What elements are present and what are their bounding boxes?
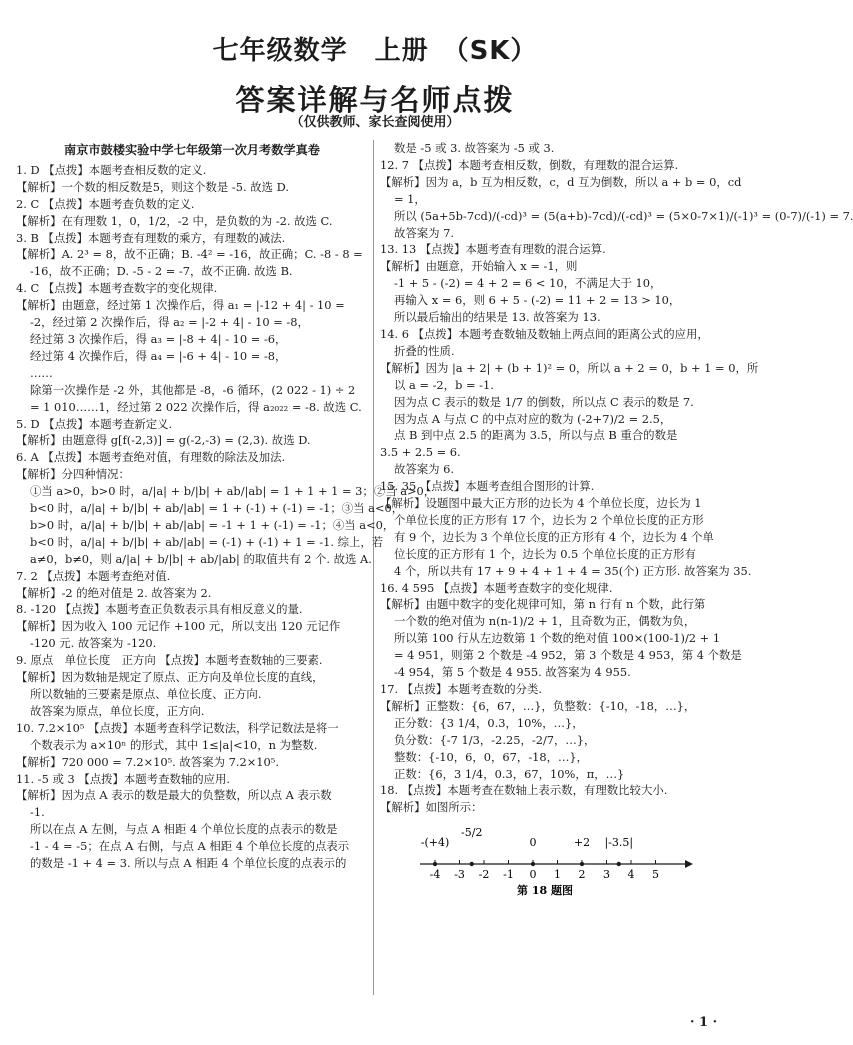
number-line-point-label: -(+4) — [420, 836, 450, 850]
text-line: 1. D 【点拨】本题考查相反数的定义. — [16, 162, 207, 177]
right-column — [380, 140, 853, 898]
text-line: -120 元. 故答案为 -120. — [30, 636, 157, 651]
number-line-figure — [380, 816, 735, 898]
text-line: 所以 (5a+5b-7cd)/(-cd)³ = (5(a+b)-7cd)/(-cd)³ = (5×0-7×1)/(-1)³ = (0-7)/(-1) = 7. — [394, 208, 853, 223]
text-line: = 1， — [394, 191, 426, 206]
text-line: 经过第 4 次操作后，得 a₄ = |-6 + 4| - 10 = -8， — [30, 348, 287, 363]
text-line: 7. 2 【点拨】本题考查绝对值. — [16, 568, 171, 583]
text-line: 【解析】由题意，开始输入 x = -1，则 — [380, 259, 578, 274]
text-line: b>0 时，a/|a| + b/|b| + ab/|ab| = -1 + 1 + (-1) = -1；④当 a<0， — [30, 517, 395, 532]
text-line: 【解析】由题中数字的变化规律可知，第 n 行有 n 个数，此行第 — [380, 597, 706, 612]
text-line: -1 + 5 - (-2) = 4 + 2 = 6 < 10，不满足大于 10， — [394, 276, 662, 291]
text-line: 折叠的性质. — [394, 343, 455, 358]
text-line: 17. 【点拨】本题考查数的分类. — [380, 682, 543, 696]
text-line: 12. 7 【点拨】本题考查相反数，倒数，有理数的混合运算. — [380, 157, 679, 172]
text-line: 【解析】-2 的绝对值是 2. 故答案为 2. — [16, 585, 212, 600]
text-line: 18. 【点拨】本题考查在数轴上表示数，有理数比较大小. — [380, 783, 668, 798]
text-line: 有 9 个，边长为 3 个单位长度的正方形有 4 个，边长为 4 个单 — [394, 529, 714, 544]
text-line: 5. D 【点拨】本题考查新定义. — [16, 416, 173, 431]
number-line-point — [470, 862, 474, 866]
number-line-tick-label: 3 — [603, 868, 610, 882]
text-line: 正分数：{3 1/4，0.3，10%，…}， — [394, 715, 584, 730]
text-line: 所以第 100 行从左边数第 1 个数的绝对值 100×(100-1)/2 + 1 — [394, 631, 721, 646]
text-line: 4 个，所以共有 17 + 9 + 4 + 1 + 4 = 35(个) 正方形. 故答案为 35. — [394, 563, 752, 578]
text-line: 8. -120 【点拨】本题考查正负数表示具有相反意义的量. — [16, 602, 303, 617]
number-line-tick-label: 5 — [652, 868, 659, 882]
text-line: 点 B 到中点 2.5 的距离为 3.5，所以与点 B 重合的数是 — [394, 428, 678, 443]
text-line: 【解析】分四种情况： — [16, 467, 130, 482]
text-line: 个单位长度的正方形有 17 个，边长为 2 个单位长度的正方形 — [394, 512, 704, 527]
text-line: = 4 951，则第 2 个数是 -4 952，第 3 个数是 4 953，第 4 个数是 — [394, 648, 742, 663]
text-line: 6. A 【点拨】本题考查绝对值，有理数的除法及加法. — [16, 450, 286, 465]
text-line: 数是 -5 或 3. 故答案为 -5 或 3. — [394, 141, 555, 155]
text-line: 负分数：{-7 1/3，-2.25，-2/7，…}， — [394, 732, 596, 747]
page-number: · 1 · — [690, 1015, 718, 1030]
text-line: 【解析】正整数：{6，67，…}，负整数：{-10，-18，…}， — [380, 698, 696, 713]
text-line: 【解析】因为 a，b 互为相反数，c，d 互为倒数，所以 a + b = 0，cd — [380, 174, 742, 189]
number-line-tick-label: 2 — [578, 868, 586, 882]
text-line: 13. 13 【点拨】本题考查有理数的混合运算. — [380, 242, 606, 257]
text-line: 9. 原点 单位长度 正方向 【点拨】本题考查数轴的三要素. — [16, 653, 323, 668]
text-line: -1. — [30, 805, 45, 820]
text-line: 故答案为 6. — [394, 462, 455, 477]
text-line: 再输入 x = 6，则 6 + 5 - (-2) = 11 + 2 = 13 > 10， — [394, 293, 681, 308]
exam-title: 南京市鼓楼实验中学七年级第一次月考数学真卷 — [64, 143, 320, 157]
text-line: 【解析】因为 |a + 2| + (b + 1)² = 0，所以 a + 2 = 0，b + 1 = 0，所 — [380, 360, 759, 375]
number-line-tick-label: 4 — [627, 868, 635, 882]
text-line: 16. 4 595 【点拨】本题考查数字的变化规律. — [380, 580, 613, 595]
text-line: 所以在点 A 左侧，与点 A 相距 4 个单位长度的点表示的数是 — [30, 822, 338, 837]
figure-caption: 第 18 题图 — [517, 884, 573, 898]
number-line-point — [617, 862, 621, 866]
number-line-tick-label: -3 — [454, 868, 465, 882]
text-line: 【解析】由题意得 g[f(-2,3)] = g(-2,-3) = (2,3). 故选 D. — [16, 433, 311, 448]
text-line: 所以数轴的三要素是原点、单位长度、正方向. — [30, 687, 262, 701]
text-line: 【解析】在有理数 1，0，1/2，-2 中，是负数的为 -2. 故选 C. — [16, 213, 333, 228]
text-line: 【解析】720 000 = 7.2×10⁵. 故答案为 7.2×10⁵. — [16, 754, 279, 769]
text-line: 【解析】因为数轴是规定了原点、正方向及单位长度的直线， — [16, 670, 324, 685]
text-line: a≠0，b≠0，则 a/|a| + b/|b| + ab/|ab| 的取值共有 2 个. 故选 A. — [30, 551, 372, 566]
text-line: 14. 6 【点拨】本题考查数轴及数轴上两点间的距离公式的应用， — [380, 326, 709, 341]
text-line: -16，故不正确；D. -5 - 2 = -7，故不正确. 故选 B. — [30, 264, 293, 279]
text-line: 【解析】因为收入 100 元记作 +100 元，所以支出 120 元记作 — [16, 619, 341, 634]
number-line-point-label: 0 — [529, 836, 537, 850]
text-line: 3.5 + 2.5 = 6. — [380, 445, 461, 460]
number-line-tick-label: 0 — [529, 868, 537, 882]
text-line: 【解析】由题意，经过第 1 次操作后，得 a₁ = |-12 + 4| - 10 = — [16, 298, 345, 313]
text-line: 【解析】一个数的相反数是5，则这个数是 -5. 故选 D. — [16, 179, 289, 194]
text-line: -4 954，第 5 个数是 4 955. 故答案为 4 955. — [394, 665, 631, 680]
text-line: 【解析】设题图中最大正方形的边长为 4 个单位长度，边长为 1 — [380, 496, 702, 511]
book-title: 七年级数学 上册 （SK） — [212, 36, 538, 66]
text-line: 4. C 【点拨】本题考查数字的变化规律. — [16, 281, 218, 296]
number-line-svg — [380, 816, 710, 898]
usage-note: （仅供教师、家长查阅使用） — [290, 115, 460, 130]
text-line: -2，经过第 2 次操作后，得 a₂ = |-2 + 4| - 10 = -8， — [30, 315, 309, 330]
text-line: 个数表示为 a×10ⁿ 的形式，其中 1≤|a|<10，n 为整数. — [30, 737, 318, 752]
book-subtitle: 答案详解与名师点拨 — [235, 83, 515, 117]
text-line: 除第一次操作是 -2 外，其他都是 -8，-6 循环，(2 022 - 1) ÷ 2 — [30, 382, 356, 397]
number-line-point-label: +2 — [573, 836, 591, 850]
text-line: 经过第 3 次操作后，得 a₃ = |-8 + 4| - 10 = -6， — [30, 331, 287, 346]
text-line: 以 a = -2，b = -1. — [394, 377, 494, 392]
number-line-point-label: |-3.5| — [604, 836, 634, 850]
text-line: 【解析】如图所示： — [380, 800, 483, 815]
text-line: 故答案为原点，单位长度，正方向. — [30, 703, 205, 718]
number-line-point-label: -5/2 — [461, 826, 483, 840]
text-line: ①当 a>0，b>0 时，a/|a| + b/|b| + ab/|ab| = 1 + 1 + 1 = 3；②当 a>0， — [30, 484, 436, 499]
text-line: 因为点 A 与点 C 的中点对应的数为 (-2+7)/2 = 2.5， — [394, 411, 672, 426]
number-line-tick-label: -1 — [503, 868, 514, 882]
text-line: 整数：{-10，6，0，67，-18，…}， — [394, 749, 589, 764]
text-line: b<0 时，a/|a| + b/|b| + ab/|ab| = (-1) + (-1) + 1 = -1. 综上，若 — [30, 534, 384, 549]
number-line-arrow — [685, 860, 693, 868]
text-line: 10. 7.2×10⁵ 【点拨】本题考查科学记数法，科学记数法是将一 — [16, 720, 339, 735]
number-line-tick-label: -4 — [429, 868, 441, 882]
text-line: b<0 时，a/|a| + b/|b| + ab/|ab| = 1 + (-1) + (-1) = -1；③当 a<0， — [30, 501, 404, 516]
text-line: 11. -5 或 3 【点拨】本题考查数轴的应用. — [16, 771, 231, 786]
text-line: 所以最后输出的结果是 13. 故答案为 13. — [394, 310, 601, 325]
text-line: 故答案为 7. — [394, 225, 455, 240]
right-answers — [380, 140, 853, 816]
text-line: 因为点 C 表示的数是 1/7 的倒数，所以点 C 表示的数是 7. — [394, 394, 694, 409]
text-line: 3. B 【点拨】本题考查有理数的乘方，有理数的减法. — [16, 230, 286, 245]
text-line: 正数：{6，3 1/4，0.3，67，10%，π，…} — [394, 766, 625, 781]
text-line: 的数是 -1 + 4 = 3. 所以与点 A 相距 4 个单位长度的点表示的 — [30, 856, 347, 871]
text-line: 【解析】A. 2³ = 8，故不正确；B. -4² = -16，故正确；C. -8 - 8 = — [16, 247, 363, 262]
text-line: …… — [30, 365, 53, 380]
number-line-point — [531, 862, 535, 866]
text-line: 【解析】因为点 A 表示的数是最大的负整数，所以点 A 表示数 — [16, 788, 332, 803]
number-line-point — [580, 862, 584, 866]
column-divider — [373, 140, 374, 995]
text-line: = 1 010……1，经过第 2 022 次操作后，得 a₂₀₂₂ = -8. 故选 C. — [30, 399, 362, 414]
text-line: 位长度的正方形有 1 个，边长为 0.5 个单位长度的正方形有 — [394, 546, 696, 561]
text-line: -1 - 4 = -5；在点 A 右侧，与点 A 相距 4 个单位长度的点表示 — [30, 839, 350, 854]
number-line-tick-label: 1 — [554, 868, 561, 882]
number-line-point — [433, 862, 437, 866]
text-line: 2. C 【点拨】本题考查负数的定义. — [16, 196, 195, 211]
number-line-tick-label: -2 — [478, 868, 490, 882]
text-line: 一个数的绝对值为 n(n-1)/2 + 1，且奇数为正，偶数为负， — [394, 614, 696, 629]
text-line: 15. 35 【点拨】本题考查组合图形的计算. — [380, 479, 595, 494]
